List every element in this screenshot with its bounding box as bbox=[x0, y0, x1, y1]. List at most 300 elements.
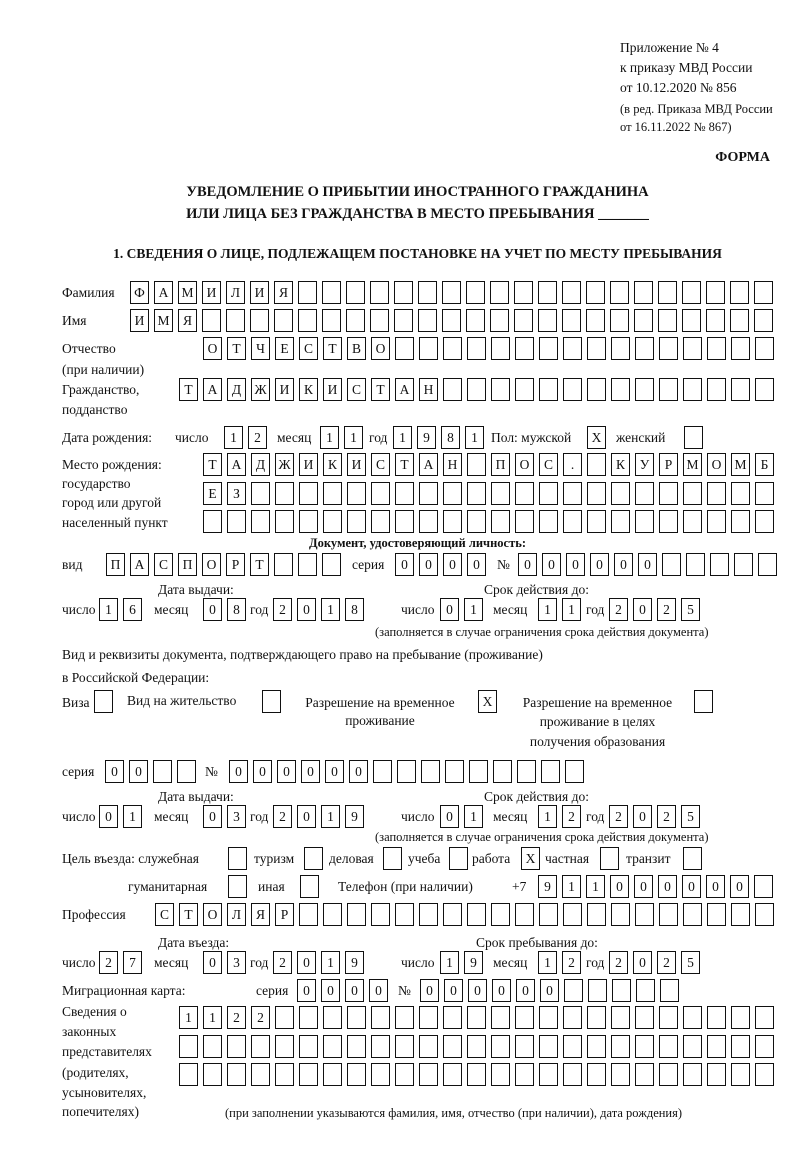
char-box[interactable] bbox=[323, 510, 342, 533]
char-box[interactable] bbox=[262, 690, 281, 713]
char-box[interactable] bbox=[514, 309, 533, 332]
char-box[interactable] bbox=[587, 1006, 606, 1029]
char-box[interactable] bbox=[515, 378, 534, 401]
char-box[interactable]: О bbox=[203, 903, 222, 926]
char-box[interactable] bbox=[227, 510, 246, 533]
char-box[interactable] bbox=[635, 903, 654, 926]
char-box[interactable]: Я bbox=[251, 903, 270, 926]
stay-issue-day-field[interactable] bbox=[99, 805, 142, 828]
char-box[interactable] bbox=[250, 309, 269, 332]
char-box[interactable] bbox=[323, 1006, 342, 1029]
char-box[interactable] bbox=[419, 1035, 438, 1058]
dob-year-field[interactable] bbox=[393, 426, 484, 449]
char-box[interactable]: 1 bbox=[562, 598, 581, 621]
char-box[interactable]: О bbox=[371, 337, 390, 360]
char-box[interactable] bbox=[731, 1006, 750, 1029]
char-box[interactable] bbox=[564, 979, 583, 1002]
char-box[interactable]: 0 bbox=[443, 553, 462, 576]
char-box[interactable] bbox=[539, 1006, 558, 1029]
char-box[interactable] bbox=[491, 1035, 510, 1058]
char-box[interactable] bbox=[94, 690, 113, 713]
char-box[interactable]: 9 bbox=[538, 875, 557, 898]
char-box[interactable]: 2 bbox=[609, 805, 628, 828]
citizenship-field[interactable] bbox=[179, 378, 774, 401]
char-box[interactable]: 0 bbox=[277, 760, 296, 783]
migration-series-field[interactable] bbox=[297, 979, 388, 1002]
char-box[interactable] bbox=[707, 1035, 726, 1058]
char-box[interactable] bbox=[683, 1006, 702, 1029]
char-box[interactable] bbox=[443, 1006, 462, 1029]
char-box[interactable] bbox=[515, 510, 534, 533]
char-box[interactable]: 0 bbox=[129, 760, 148, 783]
char-box[interactable]: X bbox=[587, 426, 606, 449]
char-box[interactable]: 0 bbox=[203, 598, 222, 621]
char-box[interactable]: Т bbox=[371, 378, 390, 401]
char-box[interactable]: 0 bbox=[349, 760, 368, 783]
char-box[interactable] bbox=[442, 281, 461, 304]
char-box[interactable] bbox=[563, 903, 582, 926]
char-box[interactable] bbox=[563, 1035, 582, 1058]
surname-field[interactable] bbox=[130, 281, 773, 304]
char-box[interactable] bbox=[611, 510, 630, 533]
char-box[interactable] bbox=[683, 847, 702, 870]
char-box[interactable] bbox=[707, 1063, 726, 1086]
char-box[interactable] bbox=[443, 378, 462, 401]
id-issue-year-field[interactable] bbox=[273, 598, 364, 621]
char-box[interactable]: 1 bbox=[203, 1006, 222, 1029]
char-box[interactable] bbox=[299, 1006, 318, 1029]
char-box[interactable] bbox=[683, 378, 702, 401]
char-box[interactable]: 0 bbox=[229, 760, 248, 783]
char-box[interactable]: Л bbox=[226, 281, 245, 304]
purpose-humanitarian-checkbox[interactable] bbox=[228, 875, 247, 898]
char-box[interactable] bbox=[490, 281, 509, 304]
char-box[interactable] bbox=[299, 903, 318, 926]
char-box[interactable]: Н bbox=[443, 453, 462, 476]
char-box[interactable] bbox=[683, 1035, 702, 1058]
char-box[interactable] bbox=[395, 1063, 414, 1086]
char-box[interactable]: 2 bbox=[609, 951, 628, 974]
char-box[interactable] bbox=[707, 1006, 726, 1029]
char-box[interactable]: 0 bbox=[99, 805, 118, 828]
char-box[interactable]: А bbox=[203, 378, 222, 401]
entry-year-field[interactable] bbox=[273, 951, 364, 974]
char-box[interactable] bbox=[611, 1006, 630, 1029]
char-box[interactable] bbox=[323, 903, 342, 926]
char-box[interactable] bbox=[588, 979, 607, 1002]
char-box[interactable] bbox=[563, 482, 582, 505]
char-box[interactable] bbox=[298, 553, 317, 576]
char-box[interactable] bbox=[202, 309, 221, 332]
char-box[interactable] bbox=[731, 903, 750, 926]
char-box[interactable]: 2 bbox=[657, 951, 676, 974]
char-box[interactable] bbox=[587, 903, 606, 926]
char-box[interactable] bbox=[304, 847, 323, 870]
char-box[interactable]: К bbox=[323, 453, 342, 476]
char-box[interactable] bbox=[734, 553, 753, 576]
char-box[interactable] bbox=[443, 337, 462, 360]
char-box[interactable]: О bbox=[515, 453, 534, 476]
char-box[interactable] bbox=[758, 553, 777, 576]
char-box[interactable]: Ч bbox=[251, 337, 270, 360]
char-box[interactable]: А bbox=[227, 453, 246, 476]
char-box[interactable] bbox=[491, 903, 510, 926]
char-box[interactable] bbox=[587, 1035, 606, 1058]
char-box[interactable]: 2 bbox=[657, 805, 676, 828]
char-box[interactable]: З bbox=[227, 482, 246, 505]
char-box[interactable] bbox=[466, 281, 485, 304]
stay-valid-year-field[interactable] bbox=[609, 805, 700, 828]
char-box[interactable] bbox=[634, 309, 653, 332]
stay-until-year-field[interactable] bbox=[609, 951, 700, 974]
char-box[interactable] bbox=[755, 510, 774, 533]
representatives-line-1[interactable] bbox=[179, 1006, 774, 1029]
char-box[interactable] bbox=[491, 337, 510, 360]
char-box[interactable] bbox=[203, 1063, 222, 1086]
char-box[interactable] bbox=[538, 281, 557, 304]
char-box[interactable] bbox=[419, 1006, 438, 1029]
char-box[interactable] bbox=[445, 760, 464, 783]
char-box[interactable]: 1 bbox=[123, 805, 142, 828]
char-box[interactable]: 0 bbox=[540, 979, 559, 1002]
char-box[interactable]: 0 bbox=[440, 805, 459, 828]
purpose-business-checkbox[interactable] bbox=[383, 847, 402, 870]
sex-male-checkbox[interactable] bbox=[587, 426, 606, 449]
char-box[interactable] bbox=[611, 1035, 630, 1058]
char-box[interactable] bbox=[636, 979, 655, 1002]
char-box[interactable]: 8 bbox=[441, 426, 460, 449]
stay-series-field[interactable] bbox=[105, 760, 196, 783]
char-box[interactable] bbox=[491, 1006, 510, 1029]
char-box[interactable] bbox=[491, 482, 510, 505]
char-box[interactable]: 8 bbox=[345, 598, 364, 621]
char-box[interactable] bbox=[563, 1063, 582, 1086]
char-box[interactable] bbox=[442, 309, 461, 332]
char-box[interactable] bbox=[707, 482, 726, 505]
char-box[interactable]: С bbox=[155, 903, 174, 926]
char-box[interactable] bbox=[515, 1035, 534, 1058]
char-box[interactable] bbox=[467, 1063, 486, 1086]
char-box[interactable] bbox=[539, 1035, 558, 1058]
char-box[interactable]: Ж bbox=[275, 453, 294, 476]
char-box[interactable]: Ф bbox=[130, 281, 149, 304]
char-box[interactable]: 5 bbox=[681, 805, 700, 828]
char-box[interactable]: 0 bbox=[706, 875, 725, 898]
char-box[interactable]: 5 bbox=[681, 598, 700, 621]
char-box[interactable] bbox=[298, 281, 317, 304]
char-box[interactable] bbox=[347, 1063, 366, 1086]
char-box[interactable] bbox=[610, 281, 629, 304]
char-box[interactable] bbox=[755, 1035, 774, 1058]
char-box[interactable]: Т bbox=[227, 337, 246, 360]
char-box[interactable]: 0 bbox=[419, 553, 438, 576]
char-box[interactable] bbox=[731, 510, 750, 533]
char-box[interactable]: Д bbox=[227, 378, 246, 401]
char-box[interactable]: 0 bbox=[633, 598, 652, 621]
char-box[interactable] bbox=[449, 847, 468, 870]
char-box[interactable]: 1 bbox=[321, 598, 340, 621]
char-box[interactable] bbox=[706, 281, 725, 304]
char-box[interactable]: М bbox=[154, 309, 173, 332]
char-box[interactable] bbox=[228, 847, 247, 870]
id-kind-field[interactable] bbox=[106, 553, 341, 576]
char-box[interactable] bbox=[373, 760, 392, 783]
char-box[interactable] bbox=[517, 760, 536, 783]
char-box[interactable] bbox=[394, 281, 413, 304]
char-box[interactable]: Е bbox=[203, 482, 222, 505]
char-box[interactable] bbox=[322, 309, 341, 332]
char-box[interactable]: 0 bbox=[467, 553, 486, 576]
char-box[interactable]: В bbox=[347, 337, 366, 360]
stay-until-day-field[interactable] bbox=[440, 951, 483, 974]
char-box[interactable] bbox=[203, 510, 222, 533]
edu-residence-checkbox[interactable] bbox=[694, 690, 713, 713]
char-box[interactable]: Р bbox=[659, 453, 678, 476]
char-box[interactable] bbox=[323, 1035, 342, 1058]
dob-day-field[interactable] bbox=[224, 426, 267, 449]
char-box[interactable] bbox=[730, 309, 749, 332]
char-box[interactable] bbox=[612, 979, 631, 1002]
char-box[interactable]: А bbox=[395, 378, 414, 401]
char-box[interactable] bbox=[659, 378, 678, 401]
char-box[interactable]: Т bbox=[203, 453, 222, 476]
char-box[interactable]: С bbox=[347, 378, 366, 401]
char-box[interactable] bbox=[707, 903, 726, 926]
char-box[interactable] bbox=[754, 309, 773, 332]
name-field[interactable] bbox=[130, 309, 773, 332]
char-box[interactable]: 0 bbox=[633, 951, 652, 974]
char-box[interactable] bbox=[275, 1063, 294, 1086]
char-box[interactable]: У bbox=[635, 453, 654, 476]
char-box[interactable]: 1 bbox=[440, 951, 459, 974]
char-box[interactable]: 1 bbox=[320, 426, 339, 449]
char-box[interactable] bbox=[587, 453, 606, 476]
char-box[interactable]: Д bbox=[251, 453, 270, 476]
char-box[interactable]: И bbox=[347, 453, 366, 476]
char-box[interactable]: Т bbox=[179, 903, 198, 926]
char-box[interactable] bbox=[467, 453, 486, 476]
char-box[interactable] bbox=[563, 510, 582, 533]
char-box[interactable]: Ж bbox=[251, 378, 270, 401]
char-box[interactable] bbox=[731, 1035, 750, 1058]
char-box[interactable]: П bbox=[178, 553, 197, 576]
char-box[interactable] bbox=[491, 510, 510, 533]
char-box[interactable] bbox=[443, 1035, 462, 1058]
stay-issue-year-field[interactable] bbox=[273, 805, 364, 828]
char-box[interactable] bbox=[600, 847, 619, 870]
char-box[interactable] bbox=[323, 1063, 342, 1086]
purpose-official-checkbox[interactable] bbox=[228, 847, 247, 870]
char-box[interactable]: 1 bbox=[321, 951, 340, 974]
char-box[interactable] bbox=[587, 337, 606, 360]
char-box[interactable] bbox=[755, 1006, 774, 1029]
char-box[interactable] bbox=[611, 482, 630, 505]
char-box[interactable]: 1 bbox=[538, 805, 557, 828]
char-box[interactable]: 1 bbox=[179, 1006, 198, 1029]
char-box[interactable] bbox=[275, 1035, 294, 1058]
char-box[interactable]: 1 bbox=[464, 598, 483, 621]
char-box[interactable] bbox=[419, 510, 438, 533]
char-box[interactable]: 0 bbox=[345, 979, 364, 1002]
char-box[interactable] bbox=[659, 1035, 678, 1058]
birthplace-line-2[interactable] bbox=[203, 482, 774, 505]
char-box[interactable]: И bbox=[130, 309, 149, 332]
char-box[interactable] bbox=[383, 847, 402, 870]
char-box[interactable] bbox=[755, 482, 774, 505]
char-box[interactable] bbox=[371, 1063, 390, 1086]
char-box[interactable] bbox=[514, 281, 533, 304]
purpose-study-checkbox[interactable] bbox=[449, 847, 468, 870]
char-box[interactable] bbox=[562, 281, 581, 304]
char-box[interactable] bbox=[467, 482, 486, 505]
char-box[interactable] bbox=[228, 875, 247, 898]
char-box[interactable]: 0 bbox=[203, 951, 222, 974]
char-box[interactable] bbox=[515, 1063, 534, 1086]
temp-residence-checkbox[interactable] bbox=[478, 690, 497, 713]
char-box[interactable] bbox=[683, 1063, 702, 1086]
char-box[interactable] bbox=[515, 1006, 534, 1029]
char-box[interactable]: 0 bbox=[682, 875, 701, 898]
char-box[interactable] bbox=[730, 281, 749, 304]
char-box[interactable]: 0 bbox=[105, 760, 124, 783]
char-box[interactable] bbox=[370, 281, 389, 304]
char-box[interactable] bbox=[539, 510, 558, 533]
char-box[interactable] bbox=[682, 281, 701, 304]
char-box[interactable] bbox=[227, 1063, 246, 1086]
char-box[interactable]: 2 bbox=[562, 805, 581, 828]
char-box[interactable] bbox=[563, 1006, 582, 1029]
char-box[interactable]: О bbox=[203, 337, 222, 360]
char-box[interactable]: А bbox=[419, 453, 438, 476]
char-box[interactable]: Р bbox=[275, 903, 294, 926]
char-box[interactable] bbox=[610, 309, 629, 332]
char-box[interactable] bbox=[323, 482, 342, 505]
char-box[interactable]: X bbox=[478, 690, 497, 713]
char-box[interactable]: Л bbox=[227, 903, 246, 926]
char-box[interactable] bbox=[347, 510, 366, 533]
char-box[interactable] bbox=[660, 979, 679, 1002]
char-box[interactable] bbox=[658, 309, 677, 332]
char-box[interactable] bbox=[694, 690, 713, 713]
char-box[interactable]: 1 bbox=[393, 426, 412, 449]
char-box[interactable]: А bbox=[130, 553, 149, 576]
char-box[interactable] bbox=[395, 337, 414, 360]
char-box[interactable] bbox=[299, 1063, 318, 1086]
char-box[interactable]: 0 bbox=[614, 553, 633, 576]
char-box[interactable]: 9 bbox=[417, 426, 436, 449]
birthplace-line-1[interactable] bbox=[203, 453, 774, 476]
char-box[interactable] bbox=[682, 309, 701, 332]
char-box[interactable] bbox=[659, 510, 678, 533]
dob-month-field[interactable] bbox=[320, 426, 363, 449]
char-box[interactable]: 2 bbox=[273, 598, 292, 621]
char-box[interactable] bbox=[347, 1006, 366, 1029]
char-box[interactable]: 3 bbox=[227, 805, 246, 828]
char-box[interactable]: 0 bbox=[325, 760, 344, 783]
char-box[interactable] bbox=[684, 426, 703, 449]
char-box[interactable] bbox=[659, 482, 678, 505]
char-box[interactable] bbox=[755, 378, 774, 401]
char-box[interactable]: 0 bbox=[542, 553, 561, 576]
char-box[interactable] bbox=[443, 903, 462, 926]
char-box[interactable] bbox=[662, 553, 681, 576]
char-box[interactable]: А bbox=[154, 281, 173, 304]
phone-field[interactable] bbox=[538, 875, 773, 898]
char-box[interactable] bbox=[683, 482, 702, 505]
char-box[interactable] bbox=[203, 1035, 222, 1058]
char-box[interactable]: 0 bbox=[468, 979, 487, 1002]
char-box[interactable]: О bbox=[707, 453, 726, 476]
char-box[interactable]: 0 bbox=[440, 598, 459, 621]
char-box[interactable]: . bbox=[563, 453, 582, 476]
char-box[interactable] bbox=[467, 337, 486, 360]
char-box[interactable] bbox=[611, 903, 630, 926]
char-box[interactable] bbox=[251, 510, 270, 533]
char-box[interactable] bbox=[539, 378, 558, 401]
char-box[interactable]: X bbox=[521, 847, 540, 870]
char-box[interactable] bbox=[731, 378, 750, 401]
char-box[interactable] bbox=[706, 309, 725, 332]
char-box[interactable]: Т bbox=[250, 553, 269, 576]
char-box[interactable] bbox=[395, 482, 414, 505]
char-box[interactable]: С bbox=[371, 453, 390, 476]
id-valid-month-field[interactable] bbox=[538, 598, 581, 621]
char-box[interactable] bbox=[300, 875, 319, 898]
id-valid-day-field[interactable] bbox=[440, 598, 483, 621]
char-box[interactable] bbox=[587, 482, 606, 505]
char-box[interactable] bbox=[421, 760, 440, 783]
char-box[interactable] bbox=[491, 1063, 510, 1086]
char-box[interactable]: 6 bbox=[123, 598, 142, 621]
char-box[interactable]: М bbox=[683, 453, 702, 476]
char-box[interactable] bbox=[635, 1006, 654, 1029]
char-box[interactable] bbox=[299, 482, 318, 505]
char-box[interactable] bbox=[346, 281, 365, 304]
char-box[interactable] bbox=[275, 1006, 294, 1029]
char-box[interactable]: П bbox=[491, 453, 510, 476]
char-box[interactable]: 0 bbox=[444, 979, 463, 1002]
char-box[interactable]: 0 bbox=[297, 979, 316, 1002]
char-box[interactable] bbox=[419, 903, 438, 926]
char-box[interactable]: 0 bbox=[297, 598, 316, 621]
char-box[interactable] bbox=[562, 309, 581, 332]
char-box[interactable]: 2 bbox=[273, 951, 292, 974]
char-box[interactable]: И bbox=[323, 378, 342, 401]
char-box[interactable] bbox=[371, 482, 390, 505]
char-box[interactable] bbox=[274, 553, 293, 576]
char-box[interactable]: 1 bbox=[224, 426, 243, 449]
char-box[interactable]: О bbox=[202, 553, 221, 576]
entry-day-field[interactable] bbox=[99, 951, 142, 974]
char-box[interactable] bbox=[371, 510, 390, 533]
id-series-field[interactable] bbox=[395, 553, 486, 576]
stay-valid-day-field[interactable] bbox=[440, 805, 483, 828]
char-box[interactable] bbox=[541, 760, 560, 783]
char-box[interactable] bbox=[227, 1035, 246, 1058]
char-box[interactable] bbox=[467, 1035, 486, 1058]
char-box[interactable] bbox=[370, 309, 389, 332]
char-box[interactable]: П bbox=[106, 553, 125, 576]
char-box[interactable] bbox=[635, 1035, 654, 1058]
profession-field[interactable] bbox=[155, 903, 774, 926]
purpose-tourism-checkbox[interactable] bbox=[304, 847, 323, 870]
char-box[interactable] bbox=[707, 337, 726, 360]
char-box[interactable]: Р bbox=[226, 553, 245, 576]
char-box[interactable] bbox=[395, 1035, 414, 1058]
char-box[interactable]: И bbox=[202, 281, 221, 304]
char-box[interactable]: 0 bbox=[253, 760, 272, 783]
char-box[interactable] bbox=[659, 903, 678, 926]
